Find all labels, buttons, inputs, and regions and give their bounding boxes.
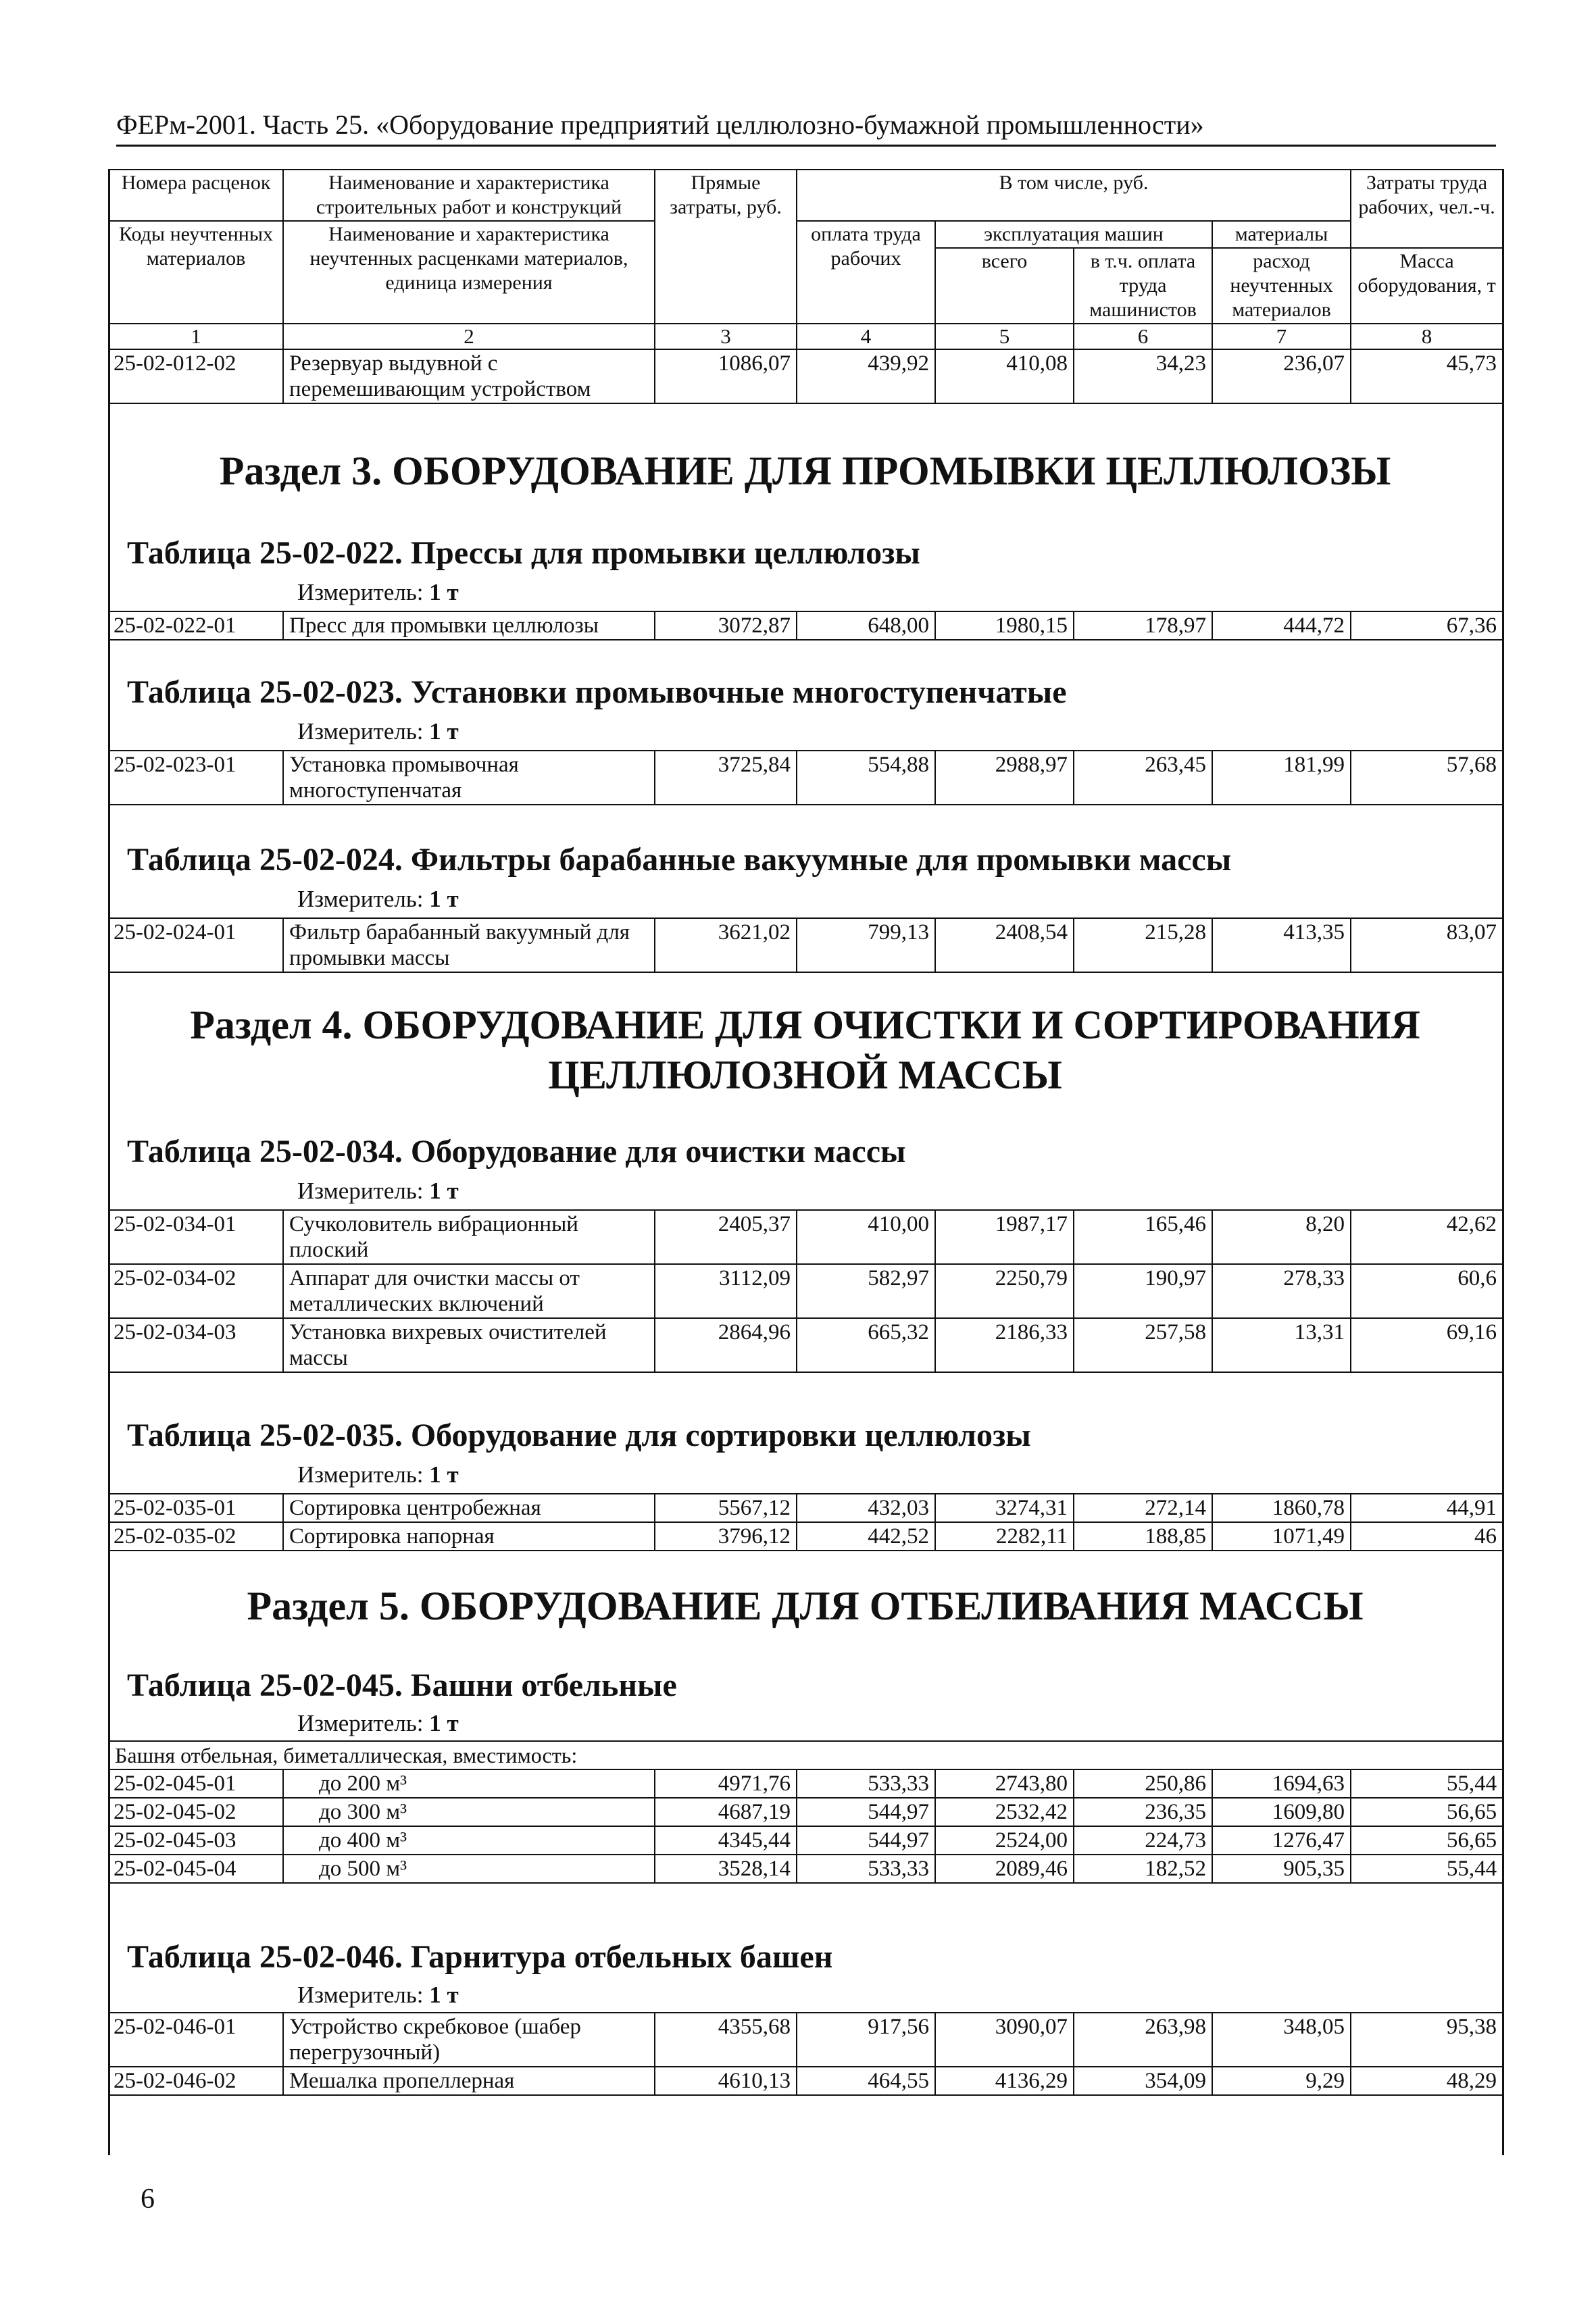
unit-line <box>297 1177 459 1205</box>
labor-hours: 69,16 <box>1351 1318 1503 1372</box>
table-title: Таблица 25-02-024. Фильтры барабанные вакуумные для промывки массы <box>127 842 1232 878</box>
rates-table <box>108 917 1503 973</box>
section-title-line: ЦЕЛЛЮЛОЗНОЙ МАССЫ <box>548 1053 1062 1097</box>
section-title-line: Раздел 4. ОБОРУДОВАНИЕ ДЛЯ ОЧИСТКИ И СОРТИРОВАНИЯ <box>190 1003 1420 1047</box>
col-8-top: Затраты труда рабочих, чел.-ч. <box>1351 170 1503 248</box>
unit-label: Измеритель: <box>297 718 424 745</box>
labor-hours: 95,38 <box>1351 2013 1503 2067</box>
machine-cost: 2408,54 <box>935 918 1074 972</box>
rate-code: 25-02-034-03 <box>109 1318 283 1372</box>
rate-code: 25-02-034-02 <box>109 1264 283 1318</box>
rate-name: до 200 м³ <box>283 1769 655 1798</box>
col-mat-header: материалы <box>1212 221 1351 248</box>
col-4-header: оплата труда рабочих <box>797 221 935 324</box>
machine-cost: 2089,46 <box>935 1855 1074 1883</box>
rate-code: 25-02-024-01 <box>109 918 283 972</box>
materials-cost: 13,31 <box>1212 1318 1351 1372</box>
rate-name: до 400 м³ <box>283 1826 655 1855</box>
table-row <box>109 1855 1503 1883</box>
labor-cost: 410,00 <box>797 1210 935 1264</box>
direct-cost: 4345,44 <box>655 1826 797 1855</box>
labor-cost: 917,56 <box>797 2013 935 2067</box>
machine-cost: 4136,29 <box>935 2067 1074 2095</box>
labor-cost: 432,03 <box>797 1494 935 1522</box>
unit-value: 1 т <box>429 1178 459 1204</box>
running-header: ФЕРм-2001. Часть 25. «Оборудование предприятий целлюлозно-бумажной промышленности» <box>116 108 1496 147</box>
machine-cost: 1980,15 <box>935 611 1074 640</box>
unit-label: Измеритель: <box>297 1178 424 1204</box>
materials-cost: 1609,80 <box>1212 1798 1351 1826</box>
labor-hours: 56,65 <box>1351 1798 1503 1826</box>
table-row <box>109 349 1503 403</box>
table-title: Таблица 25-02-045. Башни отбельные <box>127 1667 677 1703</box>
unit-label: Измеритель: <box>297 1710 424 1736</box>
rates-table <box>108 1740 1503 1884</box>
machine-cost: 2532,42 <box>935 1798 1074 1826</box>
table-title: Таблица 25-02-023. Установки промывочные многоступенчатые <box>127 674 1067 710</box>
machine-cost: 2524,00 <box>935 1826 1074 1855</box>
col-number: 7 <box>1212 324 1351 349</box>
direct-cost: 3725,84 <box>655 751 797 805</box>
unit-value: 1 т <box>429 1710 459 1736</box>
operator-labor-cost: 188,85 <box>1074 1522 1212 1551</box>
col-2-bottom: Наименование и характеристика неучтенных расценками материалов, единица измерения <box>283 221 655 324</box>
unit-line <box>297 1461 459 1489</box>
machine-cost: 2988,97 <box>935 751 1074 805</box>
labor-hours: 48,29 <box>1351 2067 1503 2095</box>
direct-cost: 4687,19 <box>655 1798 797 1826</box>
rate-code: 25-02-045-04 <box>109 1855 283 1883</box>
labor-hours: 44,91 <box>1351 1494 1503 1522</box>
rate-code: 25-02-023-01 <box>109 751 283 805</box>
rate-code: 25-02-034-01 <box>109 1210 283 1264</box>
labor-cost: 544,97 <box>797 1798 935 1826</box>
direct-cost: 4610,13 <box>655 2067 797 2095</box>
unit-line <box>297 885 459 913</box>
labor-cost: 442,52 <box>797 1522 935 1551</box>
col-number: 6 <box>1074 324 1212 349</box>
direct-cost: 3621,02 <box>655 918 797 972</box>
labor-hours: 55,44 <box>1351 1855 1503 1883</box>
rate-name: Сортировка напорная <box>283 1522 655 1551</box>
rate-name: Мешалка пропеллерная <box>283 2067 655 2095</box>
rate-name: Сучколовитель вибрационный плоский <box>283 1210 655 1264</box>
labor-cost: 799,13 <box>797 918 935 972</box>
rate-code: 25-02-045-03 <box>109 1826 283 1855</box>
materials-cost: 444,72 <box>1212 611 1351 640</box>
materials-cost: 348,05 <box>1212 2013 1351 2067</box>
materials-cost: 9,29 <box>1212 2067 1351 2095</box>
machine-cost: 1987,17 <box>935 1210 1074 1264</box>
direct-cost: 1086,07 <box>655 349 797 403</box>
unit-value: 1 т <box>429 579 459 605</box>
labor-cost: 533,33 <box>797 1769 935 1798</box>
operator-labor-cost: 190,97 <box>1074 1264 1212 1318</box>
unit-line <box>297 1981 459 2009</box>
table-row <box>109 1494 1503 1522</box>
labor-cost: 533,33 <box>797 1855 935 1883</box>
rate-code: 25-02-045-01 <box>109 1769 283 1798</box>
group-title: Башня отбельная, биметаллическая, вместимость: <box>109 1741 1503 1769</box>
direct-cost: 4355,68 <box>655 2013 797 2067</box>
labor-cost: 544,97 <box>797 1826 935 1855</box>
unit-label: Измеритель: <box>297 1982 424 2008</box>
materials-cost: 278,33 <box>1212 1264 1351 1318</box>
operator-labor-cost: 236,35 <box>1074 1798 1212 1826</box>
labor-hours: 45,73 <box>1351 349 1503 403</box>
col-mach-header: эксплуатация машин <box>935 221 1212 248</box>
machine-cost: 2743,80 <box>935 1769 1074 1798</box>
column-header-table <box>108 169 1503 404</box>
table-row <box>109 1798 1503 1826</box>
col-2-top: Наименование и характеристика строительных работ и конструкций <box>283 170 655 221</box>
unit-value: 1 т <box>429 718 459 745</box>
table-row <box>109 1522 1503 1551</box>
rate-name: Сортировка центробежная <box>283 1494 655 1522</box>
machine-cost: 2250,79 <box>935 1264 1074 1318</box>
direct-cost: 5567,12 <box>655 1494 797 1522</box>
col-number: 8 <box>1351 324 1503 349</box>
col-1-bottom: Коды неучтенных материалов <box>109 221 283 324</box>
machine-cost: 2186,33 <box>935 1318 1074 1372</box>
unit-value: 1 т <box>429 886 459 912</box>
unit-line <box>297 1709 459 1738</box>
col-number: 2 <box>283 324 655 349</box>
col-number: 1 <box>109 324 283 349</box>
rate-code: 25-02-045-02 <box>109 1798 283 1826</box>
col-3-header: Прямые затраты, руб. <box>655 170 797 324</box>
rates-table <box>108 1493 1503 1551</box>
operator-labor-cost: 263,98 <box>1074 2013 1212 2067</box>
col-7-header: расход неучтенных материалов <box>1212 248 1351 324</box>
rates-table <box>108 1209 1503 1373</box>
labor-hours: 56,65 <box>1351 1826 1503 1855</box>
machine-cost: 410,08 <box>935 349 1074 403</box>
materials-cost: 413,35 <box>1212 918 1351 972</box>
table-row <box>109 1210 1503 1264</box>
unit-label: Измеритель: <box>297 886 424 912</box>
rates-table <box>108 2012 1503 2096</box>
rate-code: 25-02-046-02 <box>109 2067 283 2095</box>
direct-cost: 3796,12 <box>655 1522 797 1551</box>
labor-cost: 464,55 <box>797 2067 935 2095</box>
col-incl-header: В том числе, руб. <box>797 170 1351 221</box>
table-title: Таблица 25-02-046. Гарнитура отбельных башен <box>127 1939 833 1975</box>
unit-line <box>297 578 459 607</box>
machine-cost: 2282,11 <box>935 1522 1074 1551</box>
direct-cost: 3528,14 <box>655 1855 797 1883</box>
unit-label: Измеритель: <box>297 1461 424 1488</box>
rate-name: Аппарат для очистки массы от металлических включений <box>283 1264 655 1318</box>
section-title: Раздел 3. ОБОРУДОВАНИЕ ДЛЯ ПРОМЫВКИ ЦЕЛЛЮЛОЗЫ <box>219 449 1391 493</box>
unit-line <box>297 718 459 746</box>
operator-labor-cost: 182,52 <box>1074 1855 1212 1883</box>
rates-table <box>108 750 1503 805</box>
table-group-row <box>109 1741 1503 1769</box>
operator-labor-cost: 354,09 <box>1074 2067 1212 2095</box>
operator-labor-cost: 178,97 <box>1074 611 1212 640</box>
labor-hours: 55,44 <box>1351 1769 1503 1798</box>
table-row <box>109 2067 1503 2095</box>
materials-cost: 181,99 <box>1212 751 1351 805</box>
operator-labor-cost: 257,58 <box>1074 1318 1212 1372</box>
col-8-bottom: Масса оборудования, т <box>1351 248 1503 324</box>
unit-label: Измеритель: <box>297 579 424 605</box>
table-row <box>109 1264 1503 1318</box>
direct-cost: 2864,96 <box>655 1318 797 1372</box>
machine-cost: 3090,07 <box>935 2013 1074 2067</box>
col-5-header: всего <box>935 248 1074 324</box>
rate-name: Установка вихревых очистителей массы <box>283 1318 655 1372</box>
rates-table <box>108 611 1503 640</box>
operator-labor-cost: 165,46 <box>1074 1210 1212 1264</box>
labor-cost: 665,32 <box>797 1318 935 1372</box>
labor-hours: 46 <box>1351 1522 1503 1551</box>
materials-cost: 1860,78 <box>1212 1494 1351 1522</box>
rate-name: Пресс для промывки целлюлозы <box>283 611 655 640</box>
unit-value: 1 т <box>429 1982 459 2008</box>
labor-hours: 67,36 <box>1351 611 1503 640</box>
operator-labor-cost: 34,23 <box>1074 349 1212 403</box>
rate-code: 25-02-046-01 <box>109 2013 283 2067</box>
labor-cost: 554,88 <box>797 751 935 805</box>
col-number: 4 <box>797 324 935 349</box>
operator-labor-cost: 224,73 <box>1074 1826 1212 1855</box>
labor-hours: 83,07 <box>1351 918 1503 972</box>
materials-cost: 1694,63 <box>1212 1769 1351 1798</box>
table-row <box>109 1769 1503 1798</box>
materials-cost: 236,07 <box>1212 349 1351 403</box>
col-6-header: в т.ч. оплата труда машинистов <box>1074 248 1212 324</box>
col-1-top: Номера расценок <box>109 170 283 221</box>
rate-code: 25-02-012-02 <box>109 349 283 403</box>
rate-name: Устройство скребковое (шабер перегрузочный) <box>283 2013 655 2067</box>
rate-name: Установка промывочная многоступенчатая <box>283 751 655 805</box>
rate-name: Фильтр барабанный вакуумный для промывки массы <box>283 918 655 972</box>
materials-cost: 1276,47 <box>1212 1826 1351 1855</box>
col-number: 5 <box>935 324 1074 349</box>
labor-cost: 582,97 <box>797 1264 935 1318</box>
materials-cost: 1071,49 <box>1212 1522 1351 1551</box>
labor-cost: 648,00 <box>797 611 935 640</box>
col-number: 3 <box>655 324 797 349</box>
section-title: Раздел 5. ОБОРУДОВАНИЕ ДЛЯ ОТБЕЛИВАНИЯ МАССЫ <box>247 1584 1364 1628</box>
labor-hours: 60,6 <box>1351 1264 1503 1318</box>
operator-labor-cost: 250,86 <box>1074 1769 1212 1798</box>
rate-code: 25-02-035-02 <box>109 1522 283 1551</box>
unit-value: 1 т <box>429 1461 459 1488</box>
direct-cost: 2405,37 <box>655 1210 797 1264</box>
machine-cost: 3274,31 <box>935 1494 1074 1522</box>
table-row <box>109 751 1503 805</box>
table-title: Таблица 25-02-022. Прессы для промывки целлюлозы <box>127 535 920 571</box>
table-row <box>109 1318 1503 1372</box>
section-title <box>108 1000 1502 1100</box>
table-title: Таблица 25-02-034. Оборудование для очистки массы <box>127 1134 906 1169</box>
operator-labor-cost: 215,28 <box>1074 918 1212 972</box>
labor-hours: 42,62 <box>1351 1210 1503 1264</box>
operator-labor-cost: 263,45 <box>1074 751 1212 805</box>
rate-name: Резервуар выдувной с перемешивающим устройством <box>283 349 655 403</box>
direct-cost: 3072,87 <box>655 611 797 640</box>
materials-cost: 905,35 <box>1212 1855 1351 1883</box>
labor-cost: 439,92 <box>797 349 935 403</box>
labor-hours: 57,68 <box>1351 751 1503 805</box>
direct-cost: 3112,09 <box>655 1264 797 1318</box>
table-row <box>109 1826 1503 1855</box>
rate-code: 25-02-022-01 <box>109 611 283 640</box>
rate-name: до 500 м³ <box>283 1855 655 1883</box>
table-row <box>109 918 1503 972</box>
table-title: Таблица 25-02-035. Оборудование для сортировки целлюлозы <box>127 1417 1031 1453</box>
page-number: 6 <box>141 2184 155 2215</box>
operator-labor-cost: 272,14 <box>1074 1494 1212 1522</box>
rate-code: 25-02-035-01 <box>109 1494 283 1522</box>
materials-cost: 8,20 <box>1212 1210 1351 1264</box>
direct-cost: 4971,76 <box>655 1769 797 1798</box>
table-row <box>109 611 1503 640</box>
rate-name: до 300 м³ <box>283 1798 655 1826</box>
table-row <box>109 2013 1503 2067</box>
